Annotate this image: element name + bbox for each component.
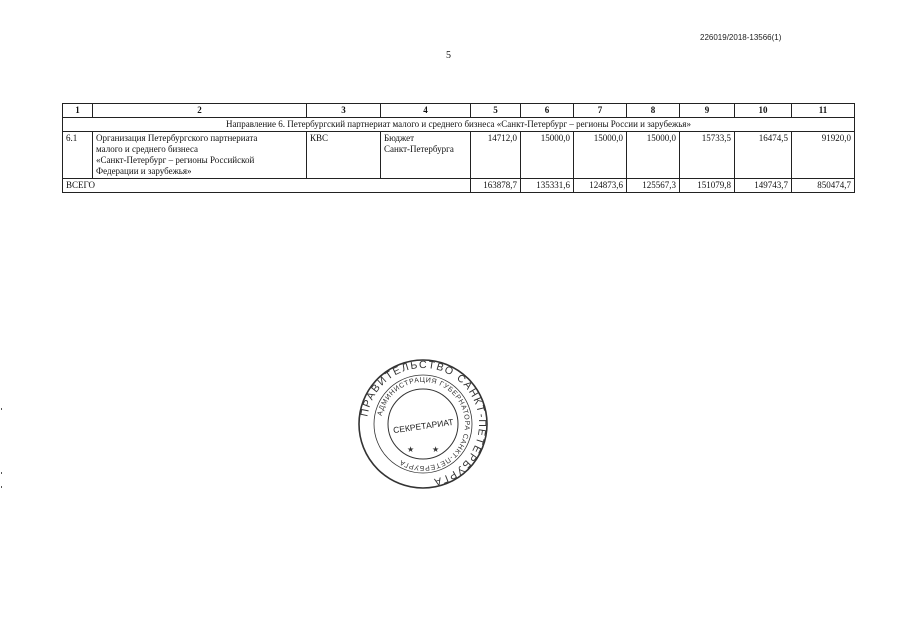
total-label: ВСЕГО	[63, 179, 471, 193]
value-cell: 15733,5	[680, 132, 735, 179]
row-source	[381, 132, 471, 179]
document-id: 226019/2018-13566(1)	[700, 33, 782, 42]
stamp-outer-text: ПРАВИТЕЛЬСТВО САНКТ-ПЕТЕРБУРГА	[358, 358, 489, 489]
page-number: 5	[446, 50, 451, 61]
total-cell: 135331,6	[521, 179, 574, 193]
star-icon: ★	[407, 445, 415, 454]
section-title: Направление 6. Петербургский партнериат малого и среднего бизнеса «Санкт-Петербург – регионы России и зарубежья»	[63, 118, 855, 132]
row-name-line: малого и среднего бизнеса	[96, 144, 199, 154]
total-cell: 850474,7	[792, 179, 855, 193]
value-cell: 15000,0	[521, 132, 574, 179]
row-executor: КВС	[307, 132, 381, 179]
total-cell: 124873,6	[574, 179, 627, 193]
stamp-inner-text: АДМИНИСТРАЦИЯ ГУБЕРНАТОРА САНКТ-ПЕТЕРБУРГА	[376, 376, 471, 472]
table-row	[63, 132, 855, 179]
value-cell: 16474,5	[735, 132, 792, 179]
total-cell: 125567,3	[627, 179, 680, 193]
total-cell: 163878,7	[471, 179, 521, 193]
row-name	[93, 132, 307, 179]
total-row	[63, 179, 855, 193]
value-cell: 15000,0	[627, 132, 680, 179]
total-cell: 149743,7	[735, 179, 792, 193]
total-cell: 151079,8	[680, 179, 735, 193]
row-name-line: «Санкт-Петербург – регионы Российской	[96, 155, 255, 165]
row-number: 6.1	[63, 132, 93, 179]
secretariat-stamp	[357, 358, 489, 490]
column-header: 7	[574, 104, 627, 118]
column-header: 11	[792, 104, 855, 118]
column-header: 4	[381, 104, 471, 118]
row-source-line: Санкт-Петербурга	[384, 144, 454, 154]
column-header: 8	[627, 104, 680, 118]
column-header: 3	[307, 104, 381, 118]
column-header: 9	[680, 104, 735, 118]
header-row	[63, 104, 855, 118]
column-header: 10	[735, 104, 792, 118]
value-cell: 15000,0	[574, 132, 627, 179]
row-source-line: Бюджет	[384, 133, 415, 143]
budget-table	[62, 103, 855, 193]
scan-edge-marks	[0, 400, 3, 500]
value-cell: 14712,0	[471, 132, 521, 179]
stamp-center-text: СЕКРЕТАРИАТ	[392, 416, 455, 436]
value-cell: 91920,0	[792, 132, 855, 179]
row-name-line: Федерации и зарубежья»	[96, 166, 192, 176]
column-header: 5	[471, 104, 521, 118]
section-row	[63, 118, 855, 132]
column-header: 1	[63, 104, 93, 118]
column-header: 6	[521, 104, 574, 118]
star-icon: ★	[432, 445, 440, 454]
column-header: 2	[93, 104, 307, 118]
row-name-line: Организация Петербургского партнериата	[96, 133, 258, 143]
